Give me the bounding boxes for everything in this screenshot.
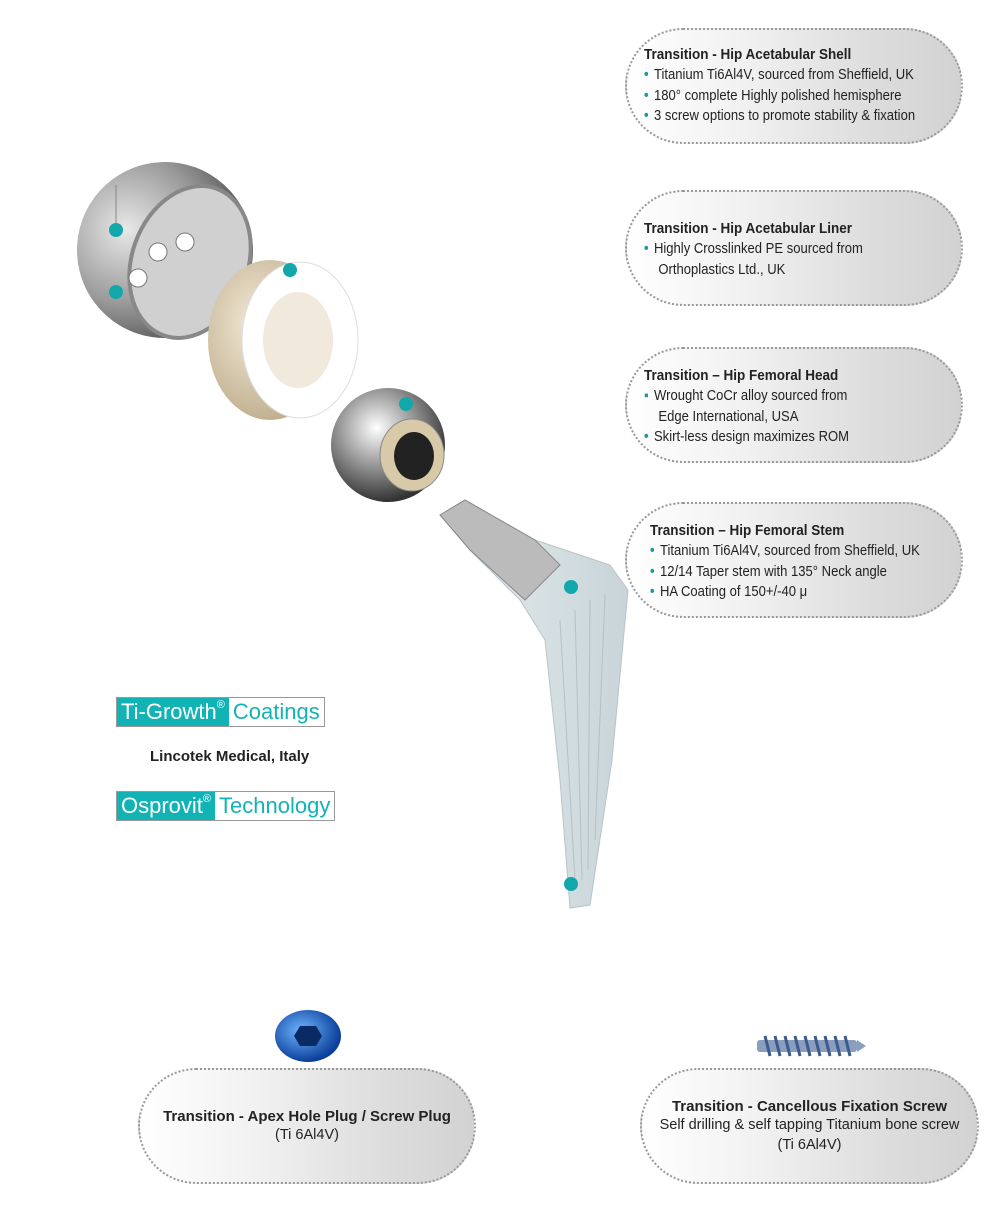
acetabular-liner-image: [208, 260, 358, 420]
callout-description: Self drilling & self tapping Titanium bone screw: [659, 1117, 960, 1133]
callout-bullet: • 12/14 Taper stem with 135° Neck angle: [650, 563, 887, 580]
marker-dot-stem-tip: [564, 877, 578, 891]
callout-bullet: • Highly Crosslinked PE sourced from: [644, 241, 863, 257]
callout-bullet: Orthoplastics Ltd., UK: [658, 261, 786, 278]
osprovit-technology-logo: Osprovit® Technology: [116, 791, 335, 821]
callout-title: Transition - Hip Acetabular Liner: [644, 220, 853, 237]
callout-bullet: • HA Coating of 150+/-40 μ: [650, 584, 808, 600]
marker-dot-head: [399, 397, 413, 411]
callout-screw-plug: [138, 1068, 476, 1184]
bone-screw-image: [757, 1036, 866, 1056]
callout-title: Transition – Hip Femoral Stem: [650, 522, 845, 539]
marker-dot-shell-screw: [109, 285, 123, 299]
screw-plug-image: [275, 1010, 341, 1062]
callout-material: (Ti 6Al4V): [777, 1137, 842, 1153]
marker-dot-stem: [564, 580, 578, 594]
callout-acetabular-liner: [625, 190, 963, 306]
ti-growth-coatings-logo: Ti-Growth® Coatings: [116, 697, 325, 727]
callout-title: Transition - Hip Acetabular Shell: [644, 46, 852, 63]
callout-bullet: • 3 screw options to promote stability & fixation: [644, 108, 916, 124]
callout-bullet: • Titanium Ti6Al4V, sourced from Sheffield, UK: [650, 543, 920, 559]
callout-femoral-stem: [625, 502, 963, 618]
femoral-head-image: [331, 388, 445, 502]
callout-fixation-screw: [640, 1068, 979, 1184]
callout-acetabular-shell: [625, 28, 963, 144]
callout-femoral-head: [625, 347, 963, 463]
callout-bullet: ▪ Wrought CoCr alloy sourced from: [644, 388, 848, 404]
supplier-label: Lincotek Medical, Italy: [150, 748, 310, 765]
callout-bullet: • Skirt-less design maximizes ROM: [644, 429, 850, 445]
callout-material: (Ti 6Al4V): [275, 1127, 339, 1143]
femoral-stem-image: [440, 500, 628, 908]
marker-dot-liner: [283, 263, 297, 277]
callout-bullet: • 180° complete Highly polished hemisphere: [644, 87, 902, 104]
callout-bullet: • Titanium Ti6Al4V, sourced from Sheffield, UK: [644, 67, 914, 83]
callout-title: Transition - Apex Hole Plug / Screw Plug: [163, 1108, 451, 1125]
callout-title: Transition – Hip Femoral Head: [644, 367, 839, 384]
marker-dot-shell: [109, 223, 123, 237]
callout-title: Transition - Cancellous Fixation Screw: [671, 1098, 948, 1115]
callout-bullet: Edge International, USA: [658, 408, 799, 425]
